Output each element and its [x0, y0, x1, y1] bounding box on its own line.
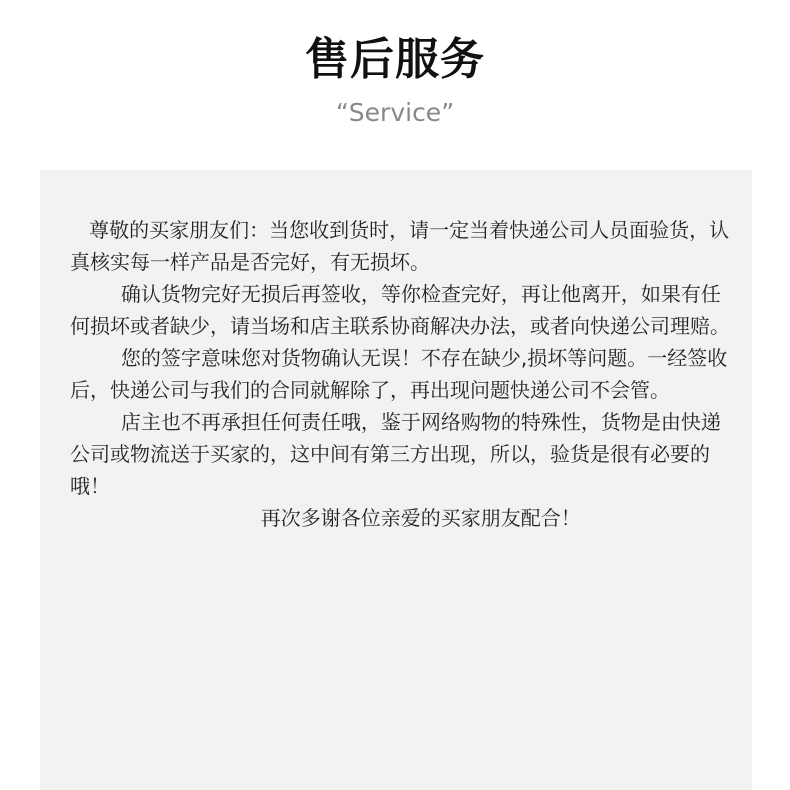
content-text [70, 214, 730, 534]
paragraph-closing-thanks: 再次多谢各位亲爱的买家朋友配合！ [70, 506, 581, 530]
paragraph-inspect-goods: 尊敬的买家朋友们：当您收到货时，请一定当着快递公司人员面验货，认真核实每一样产品是否完好，有无损坏。 [70, 218, 730, 274]
content-panel [40, 170, 752, 790]
paragraph-signature-meaning: 您的签字意味您对货物确认无误！不存在缺少,损坏等问题。一经签收后，快递公司与我们的合同就解除了，再出现问题快递公司不会管。 [70, 346, 728, 402]
paragraph-sign-after-check: 确认货物完好无损后再签收，等你检查完好，再让他离开，如果有任何损坏或者缺少，请当场和店主联系协商解决办法，或者向快递公司理赔。 [70, 282, 730, 338]
page-subtitle: “Service” [335, 98, 455, 127]
page-title: 售后服务 [305, 34, 485, 85]
paragraph-shop-responsibility: 店主也不再承担任何责任哦，鉴于网络购物的特殊性，货物是由快递公司或物流送于买家的，这中间有第三方出现，所以，验货是很有必要的哦！ [70, 410, 721, 498]
